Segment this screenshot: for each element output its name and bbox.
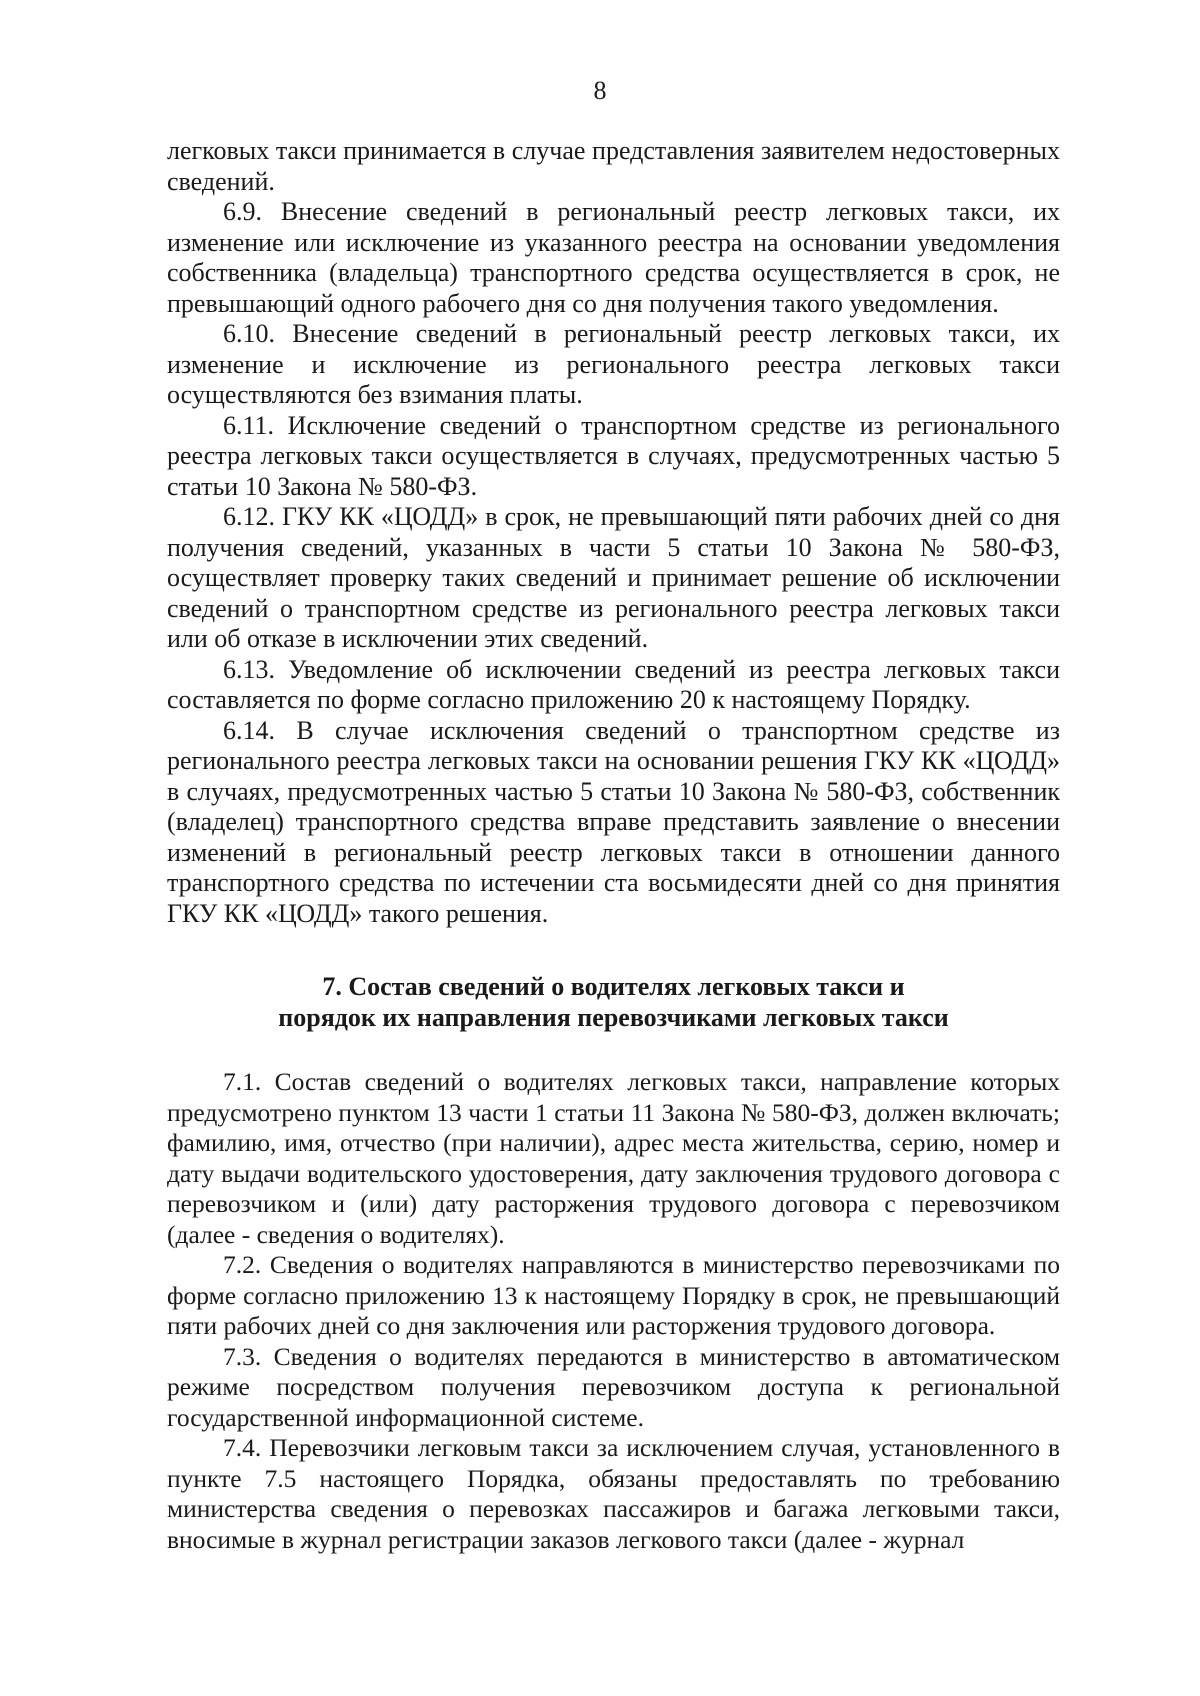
section-heading-line1: 7. Состав сведений о водителях легковых такси и <box>322 972 905 1001</box>
paragraph-6-10: 6.10. Внесение сведений в региональный реестр легковых такси, их изменение и исключение из регионального реестра легковых такси осуществляются без взимания платы. <box>167 319 1060 409</box>
document-body <box>167 136 1060 1555</box>
paragraph-7-4: 7.4. Перевозчики легковым такси за исключением случая, установленного в пункте 7.5 настоящего Порядка, обязаны предоставлять по требованию министерства сведения о перевозках пассажиров и багажа легковыми такси, вносимые в журнал регистрации заказов легкового такси (далее - журнал <box>167 1433 1060 1554</box>
paragraph-7-2: 7.2. Сведения о водителях направляются в министерство перевозчиками по форме согласно приложению 13 к настоящему Порядку в срок, не превышающий пяти рабочих дней со дня заключения или расторжения трудового договора. <box>167 1250 1060 1340</box>
paragraph-6-13: 6.13. Уведомление об исключении сведений из реестра легковых такси составляется по форме согласно приложению 20 к настоящему Порядку. <box>167 654 1060 714</box>
paragraph-7-1: 7.1. Состав сведений о водителях легковых такси, направление которых предусмотрено пунктом 13 части 1 статьи 11 Закона № 580-ФЗ, должен включать; фамилию, имя, отчество (при наличии), адрес места жительства, серию, номер и дату выдачи водительского удостоверения, дату заключения трудового договора с перевозчиком и (или) дату расторжения трудового договора с перевозчиком (далее - сведения о водителях). <box>167 1067 1060 1249</box>
paragraph-6-12: 6.12. ГКУ КК «ЦОДД» в срок, не превышающий пяти рабочих дней со дня получения сведений, указанных в части 5 статьи 10 Закона № 580-ФЗ, осуществляет проверку таких сведений и принимает решение об исключении сведений о транспортном средстве из регионального реестра легковых такси или об отказе в исключении этих сведений. <box>167 502 1060 653</box>
paragraph-6-9: 6.9. Внесение сведений в региональный реестр легковых такси, их изменение или исключение из указанного реестра на основании уведомления собственника (владельца) транспортного средства осуществляется в срок, не превышающий одного рабочего дня со дня получения такого уведомления. <box>167 197 1060 318</box>
paragraph-6-11: 6.11. Исключение сведений о транспортном средстве из регионального реестра легковых такси осуществляется в случаях, предусмотренных частью 5 статьи 10 Закона № 580-ФЗ. <box>167 410 1060 501</box>
section-heading-line2: порядок их направления перевозчиками легковых такси <box>278 1003 949 1032</box>
paragraph-continuation: легковых такси принимается в случае представления заявителем недостоверных сведений. <box>167 136 1060 196</box>
section-7-body <box>167 1067 1060 1555</box>
paragraph-6-14: 6.14. В случае исключения сведений о транспортном средстве из регионального реестра легковых такси на основании решения ГКУ КК «ЦОДД» в случаях, предусмотренных частью 5 статьи 10 Закона № 580-ФЗ, собственник (владелец) транспортного средства вправе представить заявление о внесении изменений в региональный реестр легковых такси в отношении данного транспортного средства по истечении ста восьмидесяти дней со дня принятия ГКУ КК «ЦОДД» такого решения. <box>167 715 1060 928</box>
section-heading <box>167 971 1060 1033</box>
page-number: 8 <box>593 76 607 105</box>
paragraph-7-3: 7.3. Сведения о водителях передаются в министерство в автоматическом режиме посредством получения перевозчиком доступа к региональной государственной информационной системе. <box>167 1341 1060 1432</box>
